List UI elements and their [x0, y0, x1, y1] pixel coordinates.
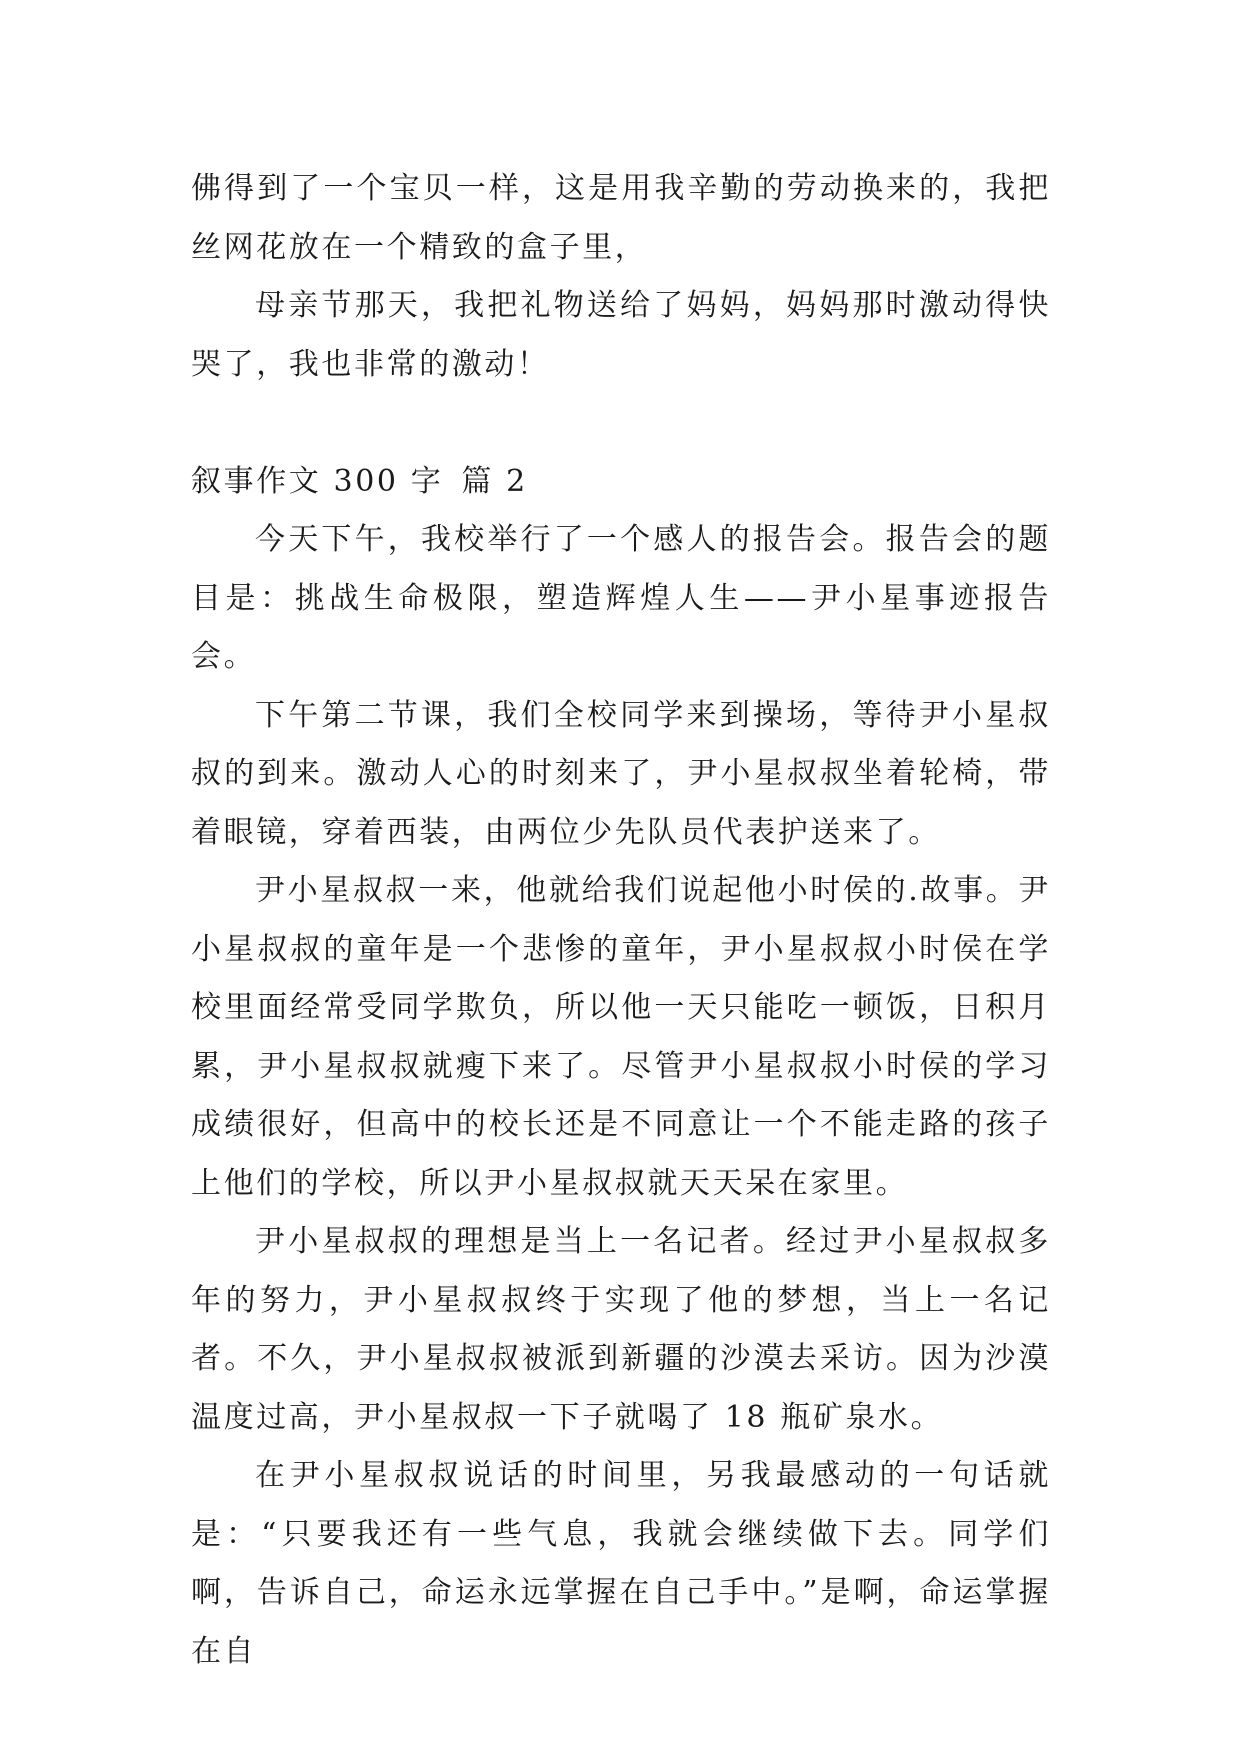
paragraph: 今天下午，我校举行了一个感人的报告会。报告会的题目是：挑战生命极限，塑造辉煌人生——尹小星事迹报告会。 — [191, 522, 1051, 674]
paragraph-continued: 佛得到了一个宝贝一样，这是用我辛勤的劳动换来的，我把丝网花放在一个精致的盒子里， — [191, 171, 1051, 265]
heading-part: 篇 2 — [461, 463, 528, 499]
document-body — [191, 160, 1051, 1681]
section-gap — [191, 394, 1051, 453]
paragraph: 母亲节那天，我把礼物送给了妈妈，妈妈那时激动得快哭了，我也非常的激动！ — [191, 288, 1051, 382]
section-heading — [191, 453, 1051, 512]
paragraph: 尹小星叔叔一来，他就给我们说起他小时侯的.故事。尹小星叔叔的童年是一个悲惨的童年，尹小星叔叔小时侯在学校里面经常受同学欺负，所以他一天只能吃一顿饭，日积月累，尹小星叔叔就瘦下来了。尽管尹小星叔叔小时侯的学习成绩很好，但高中的校长还是不同意让一个不能走路的孩子上他们的学校，所以尹小星叔叔就天天呆在家里。 — [191, 873, 1051, 1201]
paragraph: 在尹小星叔叔说话的时间里，另我最感动的一句话就是：“只要我还有一些气息，我就会继续做下去。同学们啊，告诉自己，命运永远掌握在自己手中。”是啊，命运掌握在自 — [191, 1458, 1051, 1669]
paragraph: 下午第二节课，我们全校同学来到操场，等待尹小星叔叔的到来。激动人心的时刻来了，尹小星叔叔坐着轮椅，带着眼镜，穿着西装，由两位少先队员代表护送来了。 — [191, 697, 1051, 850]
heading-title: 叙事作文 300 字 — [191, 463, 444, 499]
paragraph: 尹小星叔叔的理想是当上一名记者。经过尹小星叔叔多年的努力，尹小星叔叔终于实现了他的梦想，当上一名记者。不久，尹小星叔叔被派到新疆的沙漠去采访。因为沙漠温度过高，尹小星叔叔一下子就喝了 18 瓶矿泉水。 — [191, 1224, 1051, 1435]
